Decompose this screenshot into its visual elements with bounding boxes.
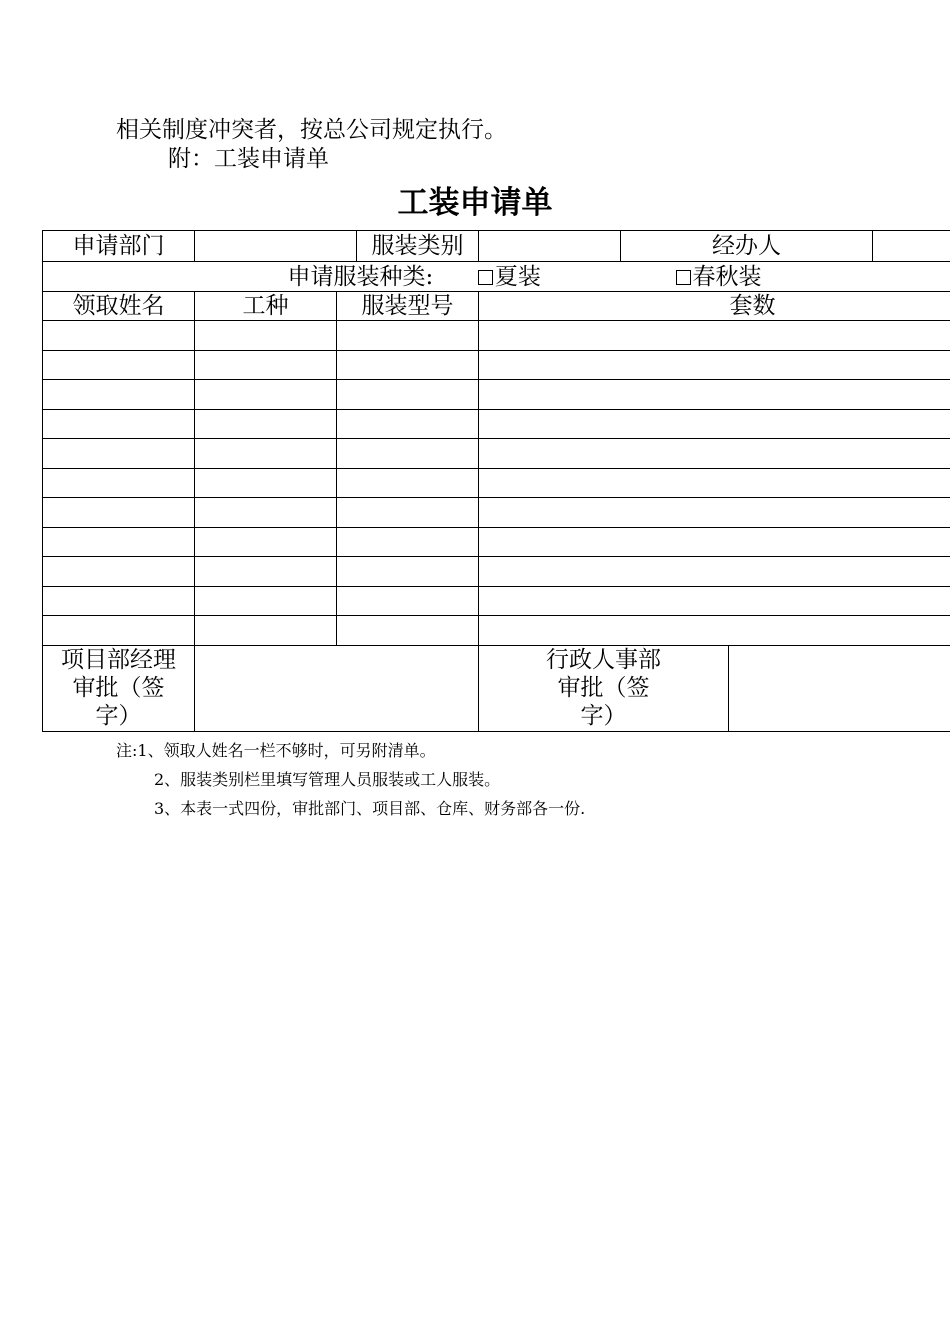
spring-autumn-label: 春秋装 (692, 263, 762, 290)
cell-size[interactable] (337, 380, 479, 410)
cell-job[interactable] (195, 409, 337, 439)
dept-value-cell[interactable] (195, 231, 357, 262)
approval-pm-label-line: 字） (95, 703, 142, 729)
approval-hr-label (479, 645, 729, 731)
cell-job[interactable] (195, 439, 337, 469)
cell-name[interactable] (43, 409, 195, 439)
form-title: 工装申请单 (397, 185, 553, 221)
table-row (43, 409, 950, 439)
cell-job[interactable] (195, 557, 337, 587)
cell-sets[interactable] (479, 439, 950, 469)
table-row (43, 380, 950, 410)
table-row (43, 350, 950, 380)
approval-pm-label-line: 审批（签 (72, 675, 165, 701)
note-line: 2、服装类别栏里填写管理人员服装或工人服装。 (154, 770, 501, 789)
table-row (43, 586, 950, 616)
col-header-name: 领取姓名 (43, 292, 195, 321)
cell-sets[interactable] (479, 380, 950, 410)
form-notes (116, 736, 585, 823)
approval-hr-label-line: 审批（签 (557, 675, 650, 701)
approval-pm-label (43, 645, 195, 731)
approval-hr-label-line: 行政人事部 (546, 647, 661, 673)
table-row (43, 498, 950, 528)
cell-name[interactable] (43, 439, 195, 469)
cell-sets[interactable] (479, 321, 950, 351)
cell-job[interactable] (195, 350, 337, 380)
cell-size[interactable] (337, 409, 479, 439)
col-header-size: 服装型号 (337, 292, 479, 321)
attachment-text: 附：工装申请单 (168, 146, 329, 172)
table-row (43, 527, 950, 557)
category-label: 服装类别 (357, 231, 479, 262)
spring-autumn-checkbox[interactable] (676, 270, 691, 285)
cell-sets[interactable] (479, 350, 950, 380)
cell-name[interactable] (43, 586, 195, 616)
approval-pm-signature-cell[interactable] (195, 645, 479, 731)
cell-size[interactable] (337, 557, 479, 587)
cell-name[interactable] (43, 527, 195, 557)
table-row (43, 616, 950, 646)
cell-job[interactable] (195, 468, 337, 498)
cell-job[interactable] (195, 321, 337, 351)
col-header-job: 工种 (195, 292, 337, 321)
cell-sets[interactable] (479, 468, 950, 498)
cell-job[interactable] (195, 380, 337, 410)
kind-container (85, 264, 950, 290)
cell-job[interactable] (195, 498, 337, 528)
table-row (43, 439, 950, 469)
cell-job[interactable] (195, 586, 337, 616)
summer-checkbox[interactable] (478, 270, 493, 285)
table-row (43, 468, 950, 498)
cell-size[interactable] (337, 350, 479, 380)
handler-value-cell[interactable] (873, 231, 950, 262)
cell-size[interactable] (337, 586, 479, 616)
intro-text: 相关制度冲突者，按总公司规定执行。 (116, 117, 507, 143)
cell-sets[interactable] (479, 409, 950, 439)
cell-name[interactable] (43, 321, 195, 351)
cell-name[interactable] (43, 616, 195, 646)
cell-name[interactable] (43, 468, 195, 498)
col-header-sets: 套数 (479, 292, 950, 321)
kind-option-summer[interactable] (478, 264, 541, 290)
dept-label: 申请部门 (43, 231, 195, 262)
uniform-request-form (42, 230, 950, 732)
summer-label: 夏装 (494, 263, 541, 290)
kind-row (43, 262, 950, 292)
table-row (43, 321, 950, 351)
cell-size[interactable] (337, 498, 479, 528)
cell-name[interactable] (43, 557, 195, 587)
cell-job[interactable] (195, 616, 337, 646)
kind-label: 申请服装种类: (287, 263, 434, 290)
note-line: 注:1、领取人姓名一栏不够时，可另附清单。 (116, 741, 436, 760)
cell-sets[interactable] (479, 557, 950, 587)
cell-sets[interactable] (479, 616, 950, 646)
approval-hr-label-line: 字） (580, 703, 627, 729)
note-line: 3、本表一式四份，审批部门、项目部、仓库、财务部各一份. (154, 799, 586, 818)
cell-size[interactable] (337, 439, 479, 469)
handler-label: 经办人 (712, 233, 781, 259)
cell-size[interactable] (337, 321, 479, 351)
cell-size[interactable] (337, 527, 479, 557)
cell-job[interactable] (195, 527, 337, 557)
table-row (43, 557, 950, 587)
cell-name[interactable] (43, 498, 195, 528)
category-value-cell[interactable] (479, 231, 621, 262)
cell-sets[interactable] (479, 498, 950, 528)
handler-label-group (621, 231, 873, 262)
cell-size[interactable] (337, 616, 479, 646)
kind-option-spring-autumn[interactable] (676, 264, 762, 290)
approval-hr-signature-cell[interactable] (729, 645, 950, 731)
cell-sets[interactable] (479, 527, 950, 557)
cell-name[interactable] (43, 380, 195, 410)
cell-size[interactable] (337, 468, 479, 498)
cell-sets[interactable] (479, 586, 950, 616)
approval-pm-label-line: 项目部经理 (61, 647, 176, 673)
cell-name[interactable] (43, 350, 195, 380)
